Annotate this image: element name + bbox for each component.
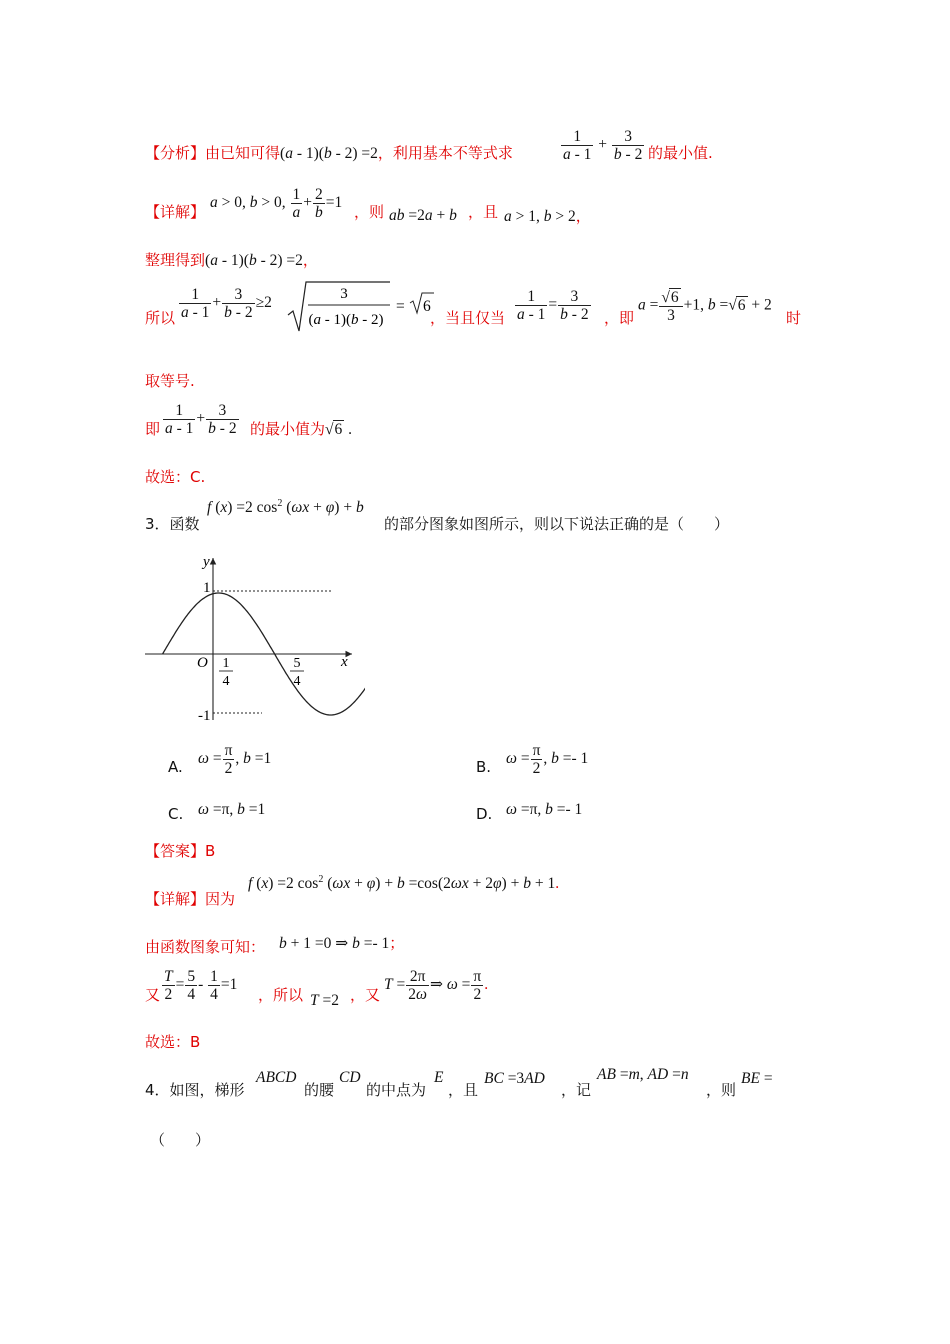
q3-function: f (x) =2 $\cos^2 (\omega x + \varphi) + b$ [207, 498, 364, 517]
again-label: 又 [145, 986, 161, 1004]
q3-answer: 【答案】B [145, 842, 216, 860]
svg-text:=: = [396, 298, 405, 315]
origin-label: O [197, 655, 208, 671]
so-label: 所以 [145, 309, 176, 327]
x-axis-label: x [341, 654, 348, 670]
inequality-expr: $\frac{1}{a - 1}$ + $\frac{3}{b - 2}$ ≥2 [181, 286, 272, 321]
min-text: 的最小值为√6 . [250, 420, 353, 438]
q4-note: ，记 [561, 1081, 592, 1099]
q3-number: 3．函数 [145, 515, 200, 533]
svg-text:3: 3 [340, 286, 348, 302]
equality-values: a = $\frac{√6}{3}$ +1, b =√6 + 2 [638, 289, 772, 324]
detail-and: ，且 [468, 203, 499, 221]
x2-den: 4 [293, 674, 301, 689]
q3-detail-expr: f (x) =2 $\cos^2 (\omega x + \varphi) + b =\cos(2\omega x + 2\varphi) + b + 1$. [248, 874, 560, 893]
ie-label: ，即 [604, 309, 635, 327]
iff-label: ，当且仅当 [430, 309, 506, 327]
x2-num: 5 [293, 656, 301, 671]
svg-text:6: 6 [423, 298, 431, 315]
detail-expr-3: a > 1, b > 2， [504, 207, 591, 225]
q4-then: ，则 [706, 1081, 737, 1099]
detail-tag: 【详解】 [145, 203, 206, 221]
choice-c: 故选：C. [145, 468, 206, 486]
q4-e: E [434, 1069, 444, 1086]
period-expr: $\frac{T}{2}$ = $\frac{5}{4}$ - $\frac{1}{4}$ =1 [164, 968, 238, 1003]
y-bottom-label: -1 [198, 708, 211, 724]
from-graph: 由函数图象可知： [145, 938, 266, 956]
ji-label: 即 [145, 420, 161, 438]
analysis-tag: 【分析】 [145, 144, 206, 162]
option-a-expr: ω = $\frac{\pi}{2}$ , b =1 [198, 742, 272, 777]
option-b-expr: ω = $\frac{\pi}{2}$ , b =- 1 [506, 742, 589, 777]
option-a-label[interactable]: A. [168, 758, 183, 776]
detail-then: ，则 [354, 203, 385, 221]
option-c-expr: ω =π, b =1 [198, 801, 266, 818]
option-d-label[interactable]: D. [476, 805, 493, 823]
b-value-expr: b + 1 =0 ⇒ b =- 1； [279, 934, 405, 952]
q4-paren: （ ） [150, 1131, 211, 1149]
q4-and: ，且 [448, 1081, 479, 1099]
so-label-q3: ，所以 [258, 986, 304, 1004]
q3-choice: 故选：B [145, 1033, 201, 1051]
again2-label: ，又 [350, 986, 381, 1004]
q4-waist: 的腰 [304, 1081, 335, 1099]
x1-den: 4 [222, 674, 230, 689]
option-b-label[interactable]: B. [476, 758, 492, 776]
y-axis-label: y [203, 554, 210, 570]
min-expr: $\frac{1}{a - 1}$ + $\frac{3}{b - 2}$ [165, 402, 237, 437]
analysis-expr: $\frac{1}{a - 1}$ + $\frac{3}{b - 2}$ [563, 128, 643, 163]
q4-cd: CD [339, 1069, 361, 1086]
q4-be: BE = [741, 1070, 773, 1087]
q3-detail: 【详解】因为 [145, 890, 236, 908]
q4-bc-expr: BC =3AD [484, 1070, 545, 1087]
omega-expr: T = $\frac{2\pi}{2\omega}$ ⇒ ω = $\frac{\pi}{2}$ . [384, 968, 489, 1003]
cosine-graph [140, 548, 365, 728]
q4-number: 4．如图，梯形 [145, 1081, 245, 1099]
q3-stem: 的部分图象如图所示，则以下说法正确的是（ ） [384, 515, 730, 533]
analysis-line: 【分析】由已知可得(a - 1)(b - 2) =2，利用基本不等式求 [145, 144, 513, 162]
q4-vectors: AB =m, AD =n [597, 1066, 689, 1083]
x1-num: 1 [222, 656, 230, 671]
detail-expr-1: a > 0, b > 0, $\frac{1}{a}$ + $\frac{2}{b}$ =1 [210, 186, 343, 221]
sqrt-sign [286, 279, 436, 335]
option-c-label[interactable]: C. [168, 805, 184, 823]
q4-midpoint: 的中点为 [366, 1081, 427, 1099]
svg-text:(a - 1)(b - 2): (a - 1)(b - 2) [308, 312, 384, 328]
option-d-expr: ω =π, b =- 1 [506, 801, 583, 818]
arrange-line: 整理得到(a - 1)(b - 2) =2， [145, 251, 318, 269]
analysis-tail: 的最小值. [648, 144, 713, 162]
iff-expr: $\frac{1}{a - 1}$ = $\frac{3}{b - 2}$ [517, 288, 589, 323]
detail-expr-2: ab =2a + b [389, 207, 457, 224]
q4-abcd: ABCD [256, 1069, 297, 1086]
y-top-label: 1 [203, 580, 211, 596]
time-label: 时 [786, 309, 802, 327]
equal-label: 取等号. [145, 372, 195, 390]
t-value: T =2 [310, 992, 339, 1009]
